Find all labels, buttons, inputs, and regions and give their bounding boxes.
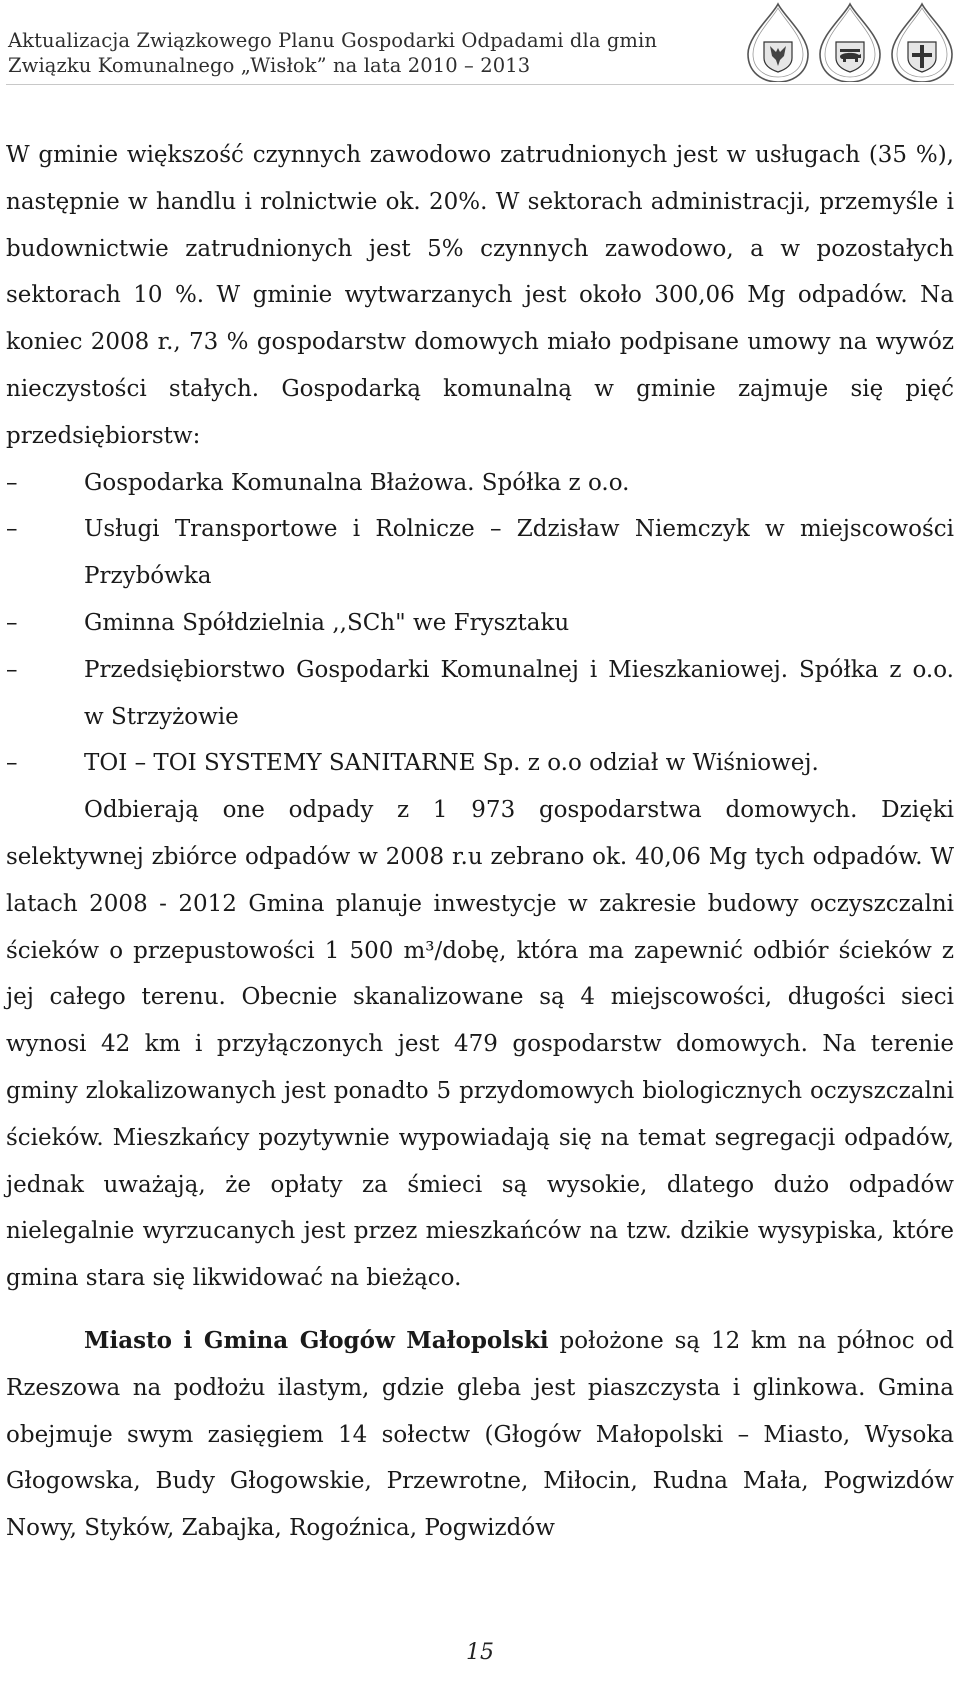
list-item: – TOI – TOI SYSTEMY SANITARNE Sp. z o.o odział w Wiśniowej. [6, 740, 954, 787]
header-logos [744, 2, 956, 82]
header-title-line1: Aktualizacja Związkowego Planu Gospodarki Odpadami dla gmin [8, 29, 658, 52]
list-item: – Gospodarka Komunalna Błażowa. Spółka z o.o. [6, 460, 954, 507]
list-dash: – [6, 656, 18, 683]
enterprise-list [6, 460, 954, 788]
coat-of-arms-bear-icon [820, 4, 880, 82]
coat-of-arms-eagle-icon [748, 4, 808, 82]
paragraph-glogow [6, 1318, 954, 1552]
paragraph-glogow-text: położone są 12 km na północ od Rzeszowa na podłożu ilastym, gdzie gleba jest piaszczysta i glinkowa. Gmina obejmuje swym zasięgiem 14 sołectw (Głogów Małopolski – Miasto, Wysoka Głogowska, Budy Głogowskie, Przewrotne, Miłocin, Rudna Mała, Pogwizdów Nowy, Styków, Zabajka, Rogoźnica, Pogwizdów [6, 1327, 954, 1542]
header-title [8, 28, 657, 78]
header-title-line2: Związku Komunalnego „Wisłok” na lata 2010 – 2013 [8, 54, 531, 77]
list-item: – Przedsiębiorstwo Gospodarki Komunalnej i Mieszkaniowej. Spółka z o.o. w Strzyżowie [6, 647, 954, 741]
page-header [0, 0, 960, 86]
municipality-name: Miasto i Gmina Głogów Małopolski [84, 1326, 549, 1354]
list-item: – Usługi Transportowe i Rolnicze – Zdzisław Niemczyk w miejscowości Przybówka [6, 506, 954, 600]
list-dash: – [6, 516, 18, 543]
list-dash: – [6, 469, 18, 496]
page-number: 15 [466, 1640, 494, 1665]
list-item: – Gminna Spółdzielnia ,,SCh" we Frysztaku [6, 600, 954, 647]
list-dash: – [6, 750, 18, 777]
header-divider [6, 84, 954, 85]
paragraph-employment: W gminie większość czynnych zawodowo zatrudnionych jest w usługach (35 %), następnie w handlu i rolnictwie ok. 20%. W sektorach administracji, przemyśle i budownictwie zatrudnionych jest 5% czynnych zawodowo, a w pozostałych sektorach 10 %. W gminie wytwarzanych jest około 300,06 Mg odpadów. Na koniec 2008 r., 73 % gospodarstw domowych miało podpisane umowy na wywóz nieczystości stałych. Gospodarką komunalną w gminie zajmuje się pięć przedsiębiorstw: [6, 142, 954, 449]
coat-of-arms-cross-icon [892, 4, 952, 82]
list-dash: – [6, 609, 18, 636]
document-body [6, 132, 954, 1552]
paragraph-waste-collection: Odbierają one odpady z 1 973 gospodarstwa domowych. Dzięki selektywnej zbiórce odpadów w 2008 r.u zebrano ok. 40,06 Mg tych odpadów. W latach 2008 - 2012 Gmina planuje inwestycje w zakresie budowy oczyszczalni ścieków o przepustowości 1 500 m³/dobę, która ma zapewnić odbiór ścieków z jej całego terenu. Obecnie skanalizowane są 4 miejscowości, długości sieci wynosi 42 km i przyłączonych jest 479 gospodarstw domowych. Na terenie gminy zlokalizowanych jest ponadto 5 przydomowych biologicznych oczyszczalni ścieków. Mieszkańcy pozytywnie wypowiadają się na temat segregacji odpadów, jednak uważają, że opłaty za śmieci są wysokie, dlatego dużo odpadów nielegalnie wyrzucanych jest przez mieszkańców na tzw. dzikie wysypiska, które gmina stara się likwidować na bieżąco. [6, 797, 954, 1292]
